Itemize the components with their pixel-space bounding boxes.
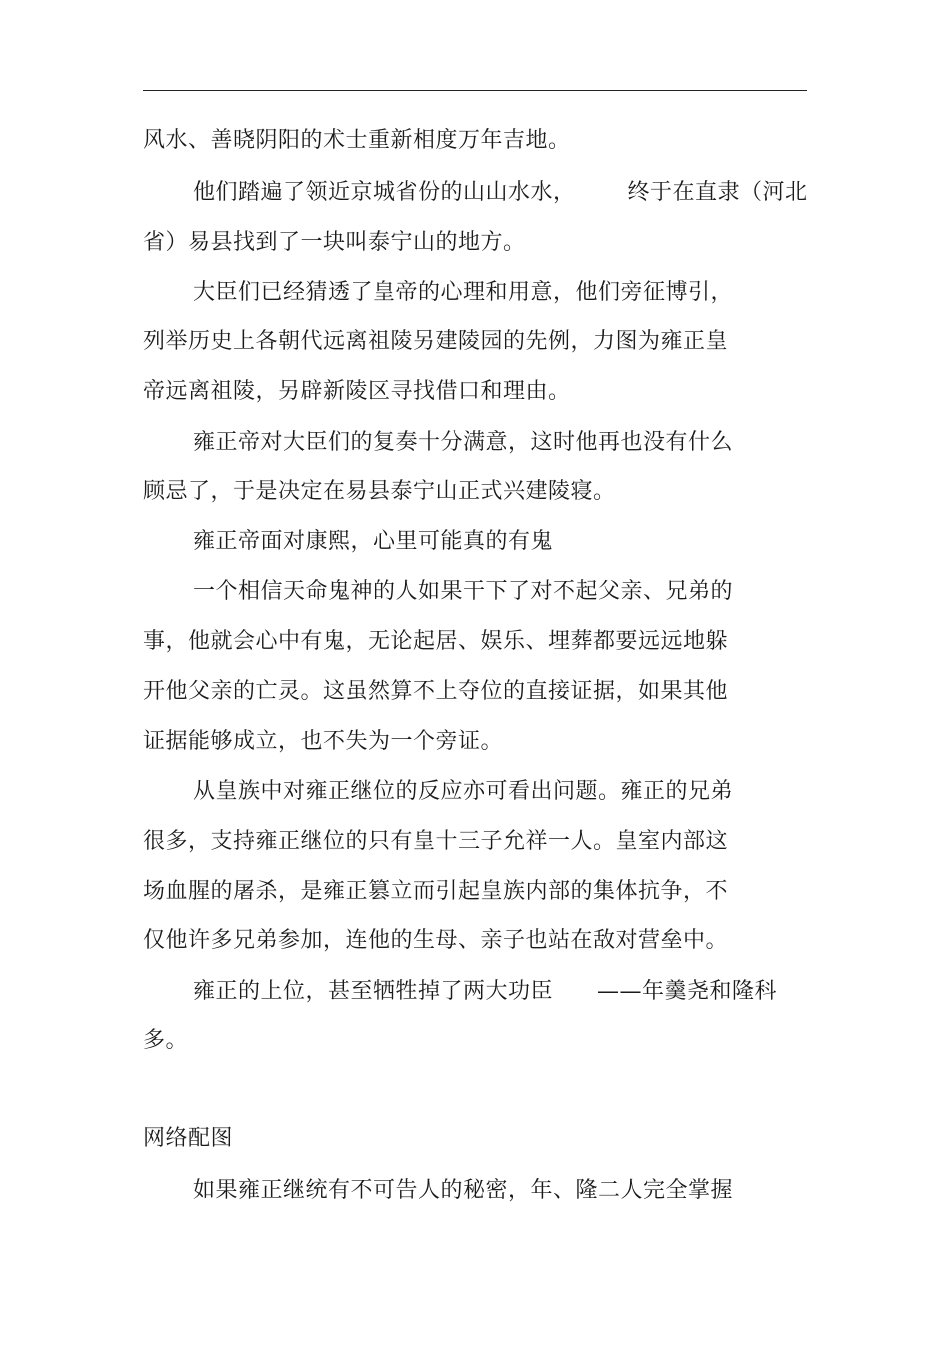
text-line: 省）易县找到了一块叫泰宁山的地方。 (143, 230, 526, 255)
text-fragment: 终于在直隶（河北 (627, 180, 808, 205)
text-line: 如果雍正继统有不可告人的秘密，年、隆二人完全掌握 (193, 1178, 734, 1203)
subheading: 雍正帝面对康熙，心里可能真的有鬼 (193, 529, 554, 554)
text-line: 事，他就会心中有鬼，无论起居、娱乐、埋葬都要远远地躲 (143, 629, 729, 654)
text-line (193, 979, 777, 1005)
image-caption: 网络配图 (143, 1126, 234, 1151)
text-fragment: ——年羹尧和隆科 (597, 979, 778, 1004)
text-line: 帝远离祖陵，另辟新陵区寻找借口和理由。 (143, 379, 571, 404)
text-line: 从皇族中对雍正继位的反应亦可看出问题。雍正的兄弟 (193, 779, 734, 804)
text-line: 场血腥的屠杀，是雍正篡立而引起皇族内部的集体抗争，不 (143, 879, 729, 904)
text-fragment: 他们踏遍了领近京城省份的山山水水， (193, 180, 576, 205)
text-line: 一个相信天命鬼神的人如果干下了对不起父亲、兄弟的 (193, 579, 734, 604)
text-line: 仅他许多兄弟参加，连他的生母、亲子也站在敌对营垒中。 (143, 928, 729, 953)
text-line: 大臣们已经猜透了皇帝的心理和用意，他们旁征博引， (193, 280, 734, 305)
text-line: 很多，支持雍正继位的只有皇十三子允祥一人。皇室内部这 (143, 829, 729, 854)
text-line: 雍正帝对大臣们的复奏十分满意，这时他再也没有什么 (193, 430, 734, 455)
text-line: 风水、善晓阴阳的术士重新相度万年吉地。 (143, 128, 571, 153)
text-line: 证据能够成立，也不失为一个旁证。 (143, 729, 504, 754)
text-line (193, 180, 808, 206)
text-line: 开他父亲的亡灵。这虽然算不上夺位的直接证据，如果其他 (143, 679, 729, 704)
text-line: 多。 (143, 1028, 189, 1053)
text-line: 列举历史上各朝代远离祖陵另建陵园的先例，力图为雍正皇 (143, 329, 729, 354)
text-fragment: 雍正的上位，甚至牺牲掉了两大功臣 (193, 979, 554, 1004)
text-line: 顾忌了，于是决定在易县泰宁山正式兴建陵寝。 (143, 479, 616, 504)
header-rule (143, 90, 807, 91)
